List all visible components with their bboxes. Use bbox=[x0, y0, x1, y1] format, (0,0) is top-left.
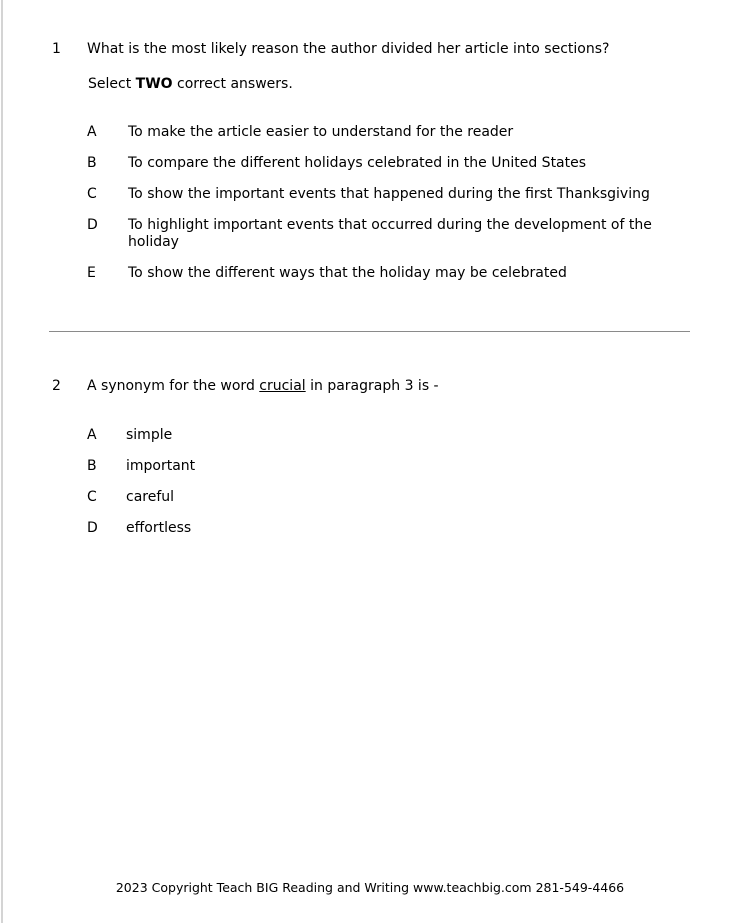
choice-letter: D bbox=[87, 520, 98, 536]
choice-text: careful bbox=[126, 489, 175, 505]
question-number: 1 bbox=[52, 41, 61, 57]
choice-text: To make the article easier to understand for the reader bbox=[128, 124, 514, 140]
instruction-emphasis: TWO bbox=[135, 76, 173, 92]
choice-text: To compare the different holidays celebrated in the United States bbox=[128, 155, 587, 171]
choice-letter: C bbox=[87, 489, 97, 505]
choice-letter: A bbox=[87, 427, 97, 443]
question-number: 2 bbox=[52, 378, 61, 394]
stem-before: A synonym for the word bbox=[87, 378, 260, 394]
vocabulary-word: crucial bbox=[259, 378, 306, 394]
choice-text: effortless bbox=[126, 520, 192, 536]
instruction-prefix: Select bbox=[88, 76, 136, 92]
stem-after: in paragraph 3 is - bbox=[305, 378, 439, 394]
instruction-suffix: correct answers. bbox=[172, 76, 293, 92]
choice-letter: B bbox=[87, 458, 97, 474]
choice-text: important bbox=[126, 458, 196, 474]
choice-text: To show the important events that happened during the first Thanksgiving bbox=[128, 186, 650, 202]
choice-text: To show the different ways that the holiday may be celebrated bbox=[128, 265, 567, 281]
choice-letter: E bbox=[87, 265, 96, 281]
choice-letter: C bbox=[87, 186, 97, 202]
question-stem: What is the most likely reason the author divided her article into sections? bbox=[87, 41, 610, 57]
choice-text: To highlight important events that occurred during the development of the holiday bbox=[128, 217, 652, 250]
copyright-footer: 2023 Copyright Teach BIG Reading and Writing www.teachbig.com 281-549-4466 bbox=[115, 880, 625, 895]
choice-text: simple bbox=[126, 427, 173, 443]
question-divider bbox=[49, 331, 690, 332]
choice-letter: B bbox=[87, 155, 97, 171]
question-stem bbox=[87, 378, 439, 395]
page-left-border bbox=[1, 0, 3, 923]
question-instruction bbox=[88, 76, 293, 93]
choice-letter: D bbox=[87, 217, 98, 233]
choice-letter: A bbox=[87, 124, 97, 140]
